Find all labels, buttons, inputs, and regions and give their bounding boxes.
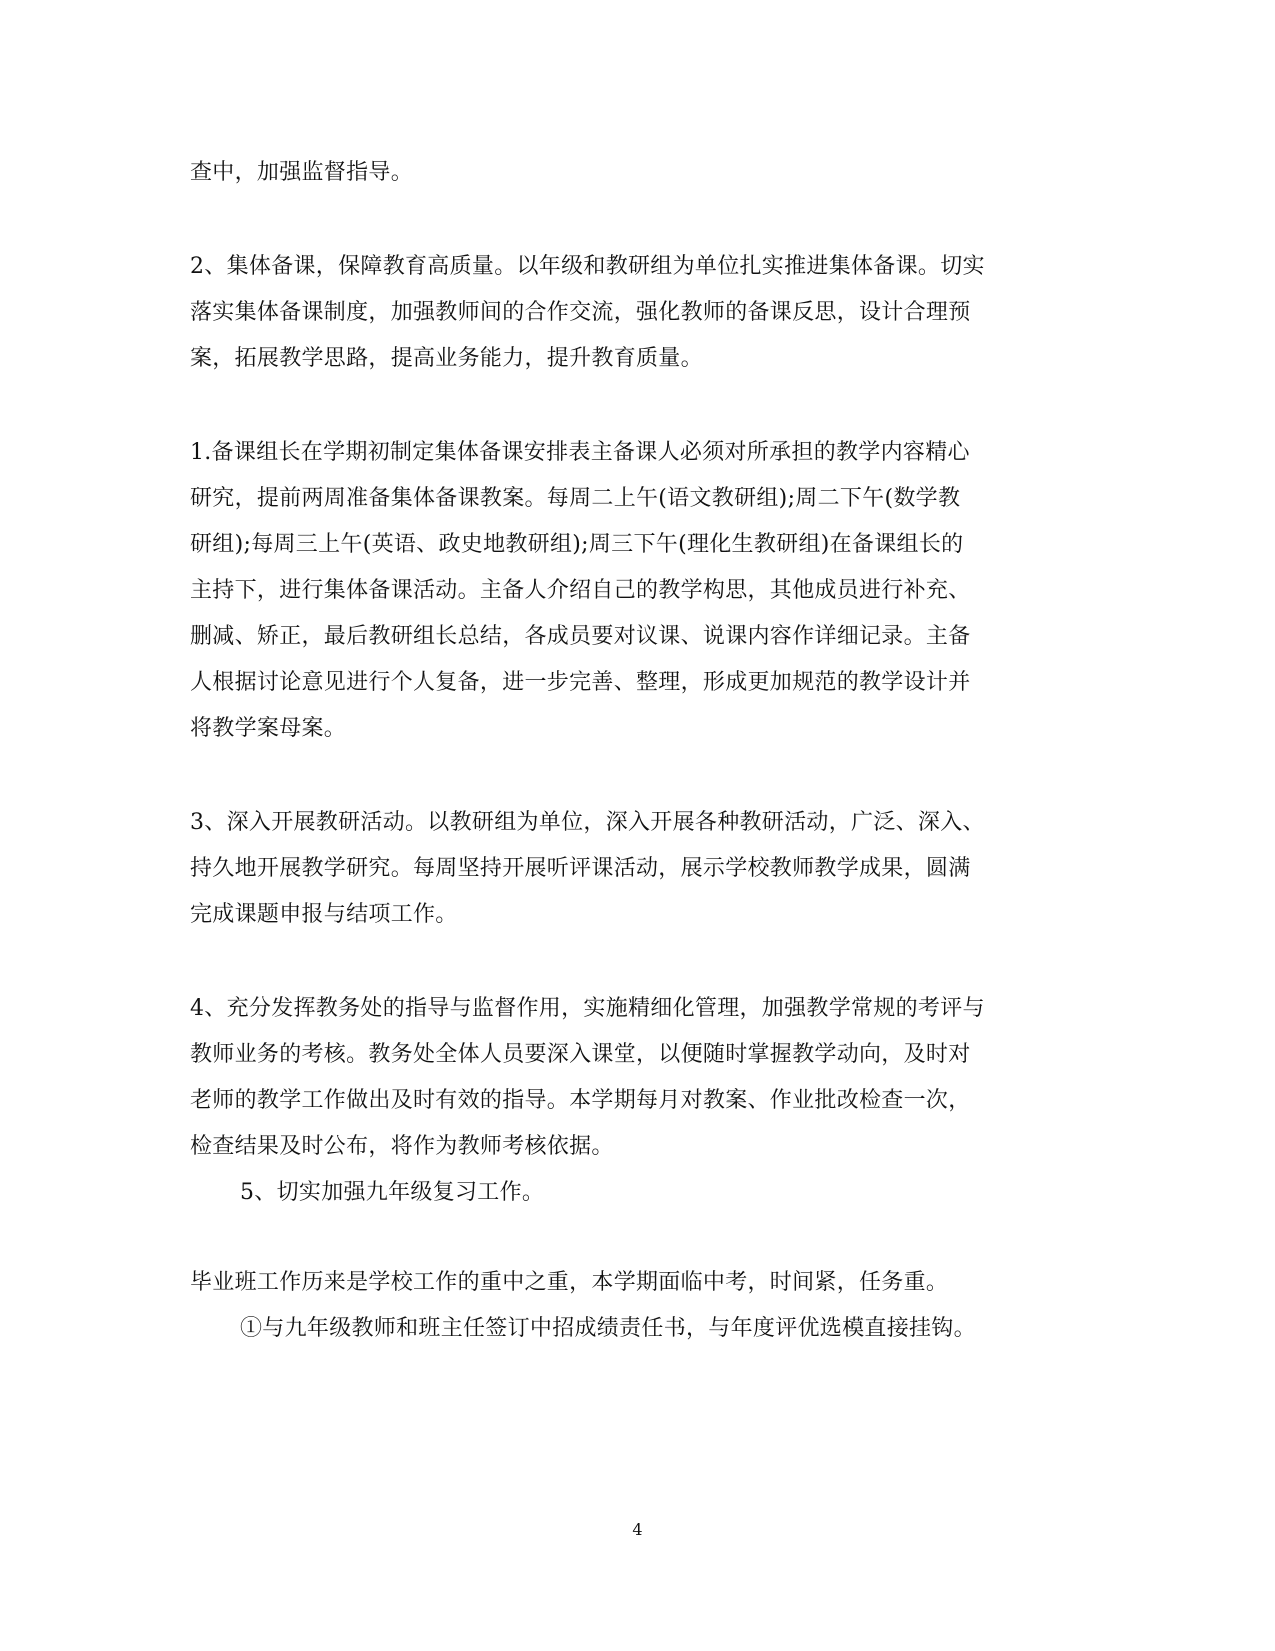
text-line: 落实集体备课制度，加强教师间的合作交流，强化教师的备课反思，设计合理预 <box>190 300 971 325</box>
text-line: 4、充分发挥教务处的指导与监督作用，实施精细化管理，加强教学常规的考评与 <box>190 996 985 1021</box>
text-line: 5、切实加强九年级复习工作。 <box>240 1180 545 1205</box>
text-line: 老师的教学工作做出及时有效的指导。本学期每月对教案、作业批改检查一次， <box>190 1088 971 1113</box>
text-line: ①与九年级教师和班主任签订中招成绩责任书，与年度评优选模直接挂钩。 <box>240 1316 976 1341</box>
text-line: 检查结果及时公布，将作为教师考核依据。 <box>190 1134 614 1159</box>
page-number: 4 <box>632 1520 643 1539</box>
text-line: 删减、矫正，最后教研组长总结，各成员要对议课、说课内容作详细记录。主备 <box>190 624 971 649</box>
text-line: 持久地开展教学研究。每周坚持开展听评课活动，展示学校教师教学成果，圆满 <box>190 856 971 881</box>
text-line: 毕业班工作历来是学校工作的重中之重，本学期面临中考，时间紧，任务重。 <box>190 1270 949 1295</box>
text-line: 3、深入开展教研活动。以教研组为单位，深入开展各种教研活动，广泛、深入、 <box>190 810 985 835</box>
text-line: 研究，提前两周准备集体备课教案。每周二上午(语文教研组);周二下午(数学教 <box>190 486 961 511</box>
text-line: 主持下，进行集体备课活动。主备人介绍自己的教学构思，其他成员进行补充、 <box>190 578 971 603</box>
text-line: 人根据讨论意见进行个人复备，进一步完善、整理，形成更加规范的教学设计并 <box>190 670 971 695</box>
text-line: 查中，加强监督指导。 <box>190 160 414 185</box>
text-line: 将教学案母案。 <box>190 716 347 741</box>
text-line: 2、集体备课，保障教育高质量。以年级和教研组为单位扎实推进集体备课。切实 <box>190 254 985 279</box>
text-line: 完成课题申报与结项工作。 <box>190 902 458 927</box>
text-line: 研组);每周三上午(英语、政史地教研组);周三下午(理化生教研组)在备课组长的 <box>190 532 964 557</box>
text-line: 案，拓展教学思路，提高业务能力，提升教育质量。 <box>190 346 703 371</box>
text-line: 教师业务的考核。教务处全体人员要深入课堂，以便随时掌握教学动向，及时对 <box>190 1042 971 1067</box>
text-line: 1.备课组长在学期初制定集体备课安排表主备课人必须对所承担的教学内容精心 <box>190 440 970 465</box>
